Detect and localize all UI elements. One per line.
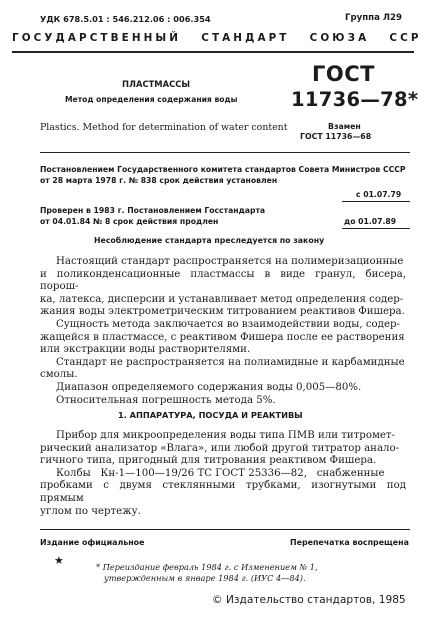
flasks-line-3: углом по чертежу. — [40, 505, 141, 517]
device-line-3: гичного типа, пригодный для титрования реактивом Фишера. — [40, 455, 377, 467]
apparatus-paragraph — [40, 430, 406, 518]
document-title: ПЛАСТМАССЫ — [122, 79, 191, 89]
flasks-line-2: пробками с двумя стеклянными трубками, изогнутыми под прямым — [40, 480, 406, 504]
state-standard-banner: ГОСУДАРСТВЕННЫЙ СТАНДАРТ СОЮЗА ССР — [12, 32, 422, 44]
english-title: Plastics. Method for determination of water content — [40, 122, 288, 133]
header-rule — [12, 51, 414, 53]
device-line-1: Прибор для микроопределения воды типа ПМВ или титромет- — [56, 430, 395, 441]
replaces-value: ГОСТ 11736—68 — [300, 132, 372, 141]
essence-line-1: Сущность метода заключается во взаимодействии воды, содер- — [56, 318, 400, 330]
error-line: Относительная погрешность метода 5%. — [56, 394, 276, 406]
replaces-label: Взамен — [328, 122, 361, 131]
flasks-line-1: Колбы Кн-1—100—19/26 ТС ГОСТ 25336—82, снабженные — [56, 467, 385, 479]
scope-line-3: ка, латекса, дисперсии и устанавливает метод определения содер- — [40, 293, 404, 305]
gost-number: 11736—78* — [291, 88, 419, 111]
footer-rule — [40, 529, 410, 530]
effective-date: с 01.07.79 — [356, 190, 402, 199]
check-line-2: от 04.01.84 № 8 срок действия продлен — [40, 217, 219, 226]
exclusion-line-1: Стандарт не распространяется на полиамидные и карбамидные — [56, 356, 405, 368]
group-code: Группа Л29 — [345, 13, 402, 23]
extended-date: до 01.07.89 — [344, 217, 397, 226]
check-line-1: Проверен в 1983 г. Постановлением Госстандарта — [40, 206, 266, 215]
title-rule — [40, 152, 410, 153]
exclusion-line-2: смолы. — [40, 369, 78, 381]
effective-date-rule — [342, 201, 410, 202]
essence-line-2: жащейся в пластмассе, с реактивом Фишера после ее растворения — [40, 331, 405, 343]
scope-line-1: Настоящий стандарт распространяется на полимеризационные — [56, 256, 404, 267]
official-edition: Издание официальное — [40, 538, 145, 547]
reissue-line-1: * Переиздание февраль 1984 г. с Изменением № 1, — [96, 562, 318, 572]
range-line: Диапазон определяемого содержания воды 0,005—80%. — [56, 381, 362, 393]
device-line-2: рический анализатор «Влага», или любой другой титратор анало- — [40, 442, 400, 454]
section-heading: 1. АППАРАТУРА, ПОСУДА И РЕАКТИВЫ — [118, 410, 303, 420]
reprint-prohibited: Перепечатка воспрещена — [290, 538, 409, 547]
scope-line-4: жания воды электрометрическим титрованием реактивов Фишера. — [40, 306, 405, 318]
udk-code: УДК 678.5.01 : 546.212.06 : 006.354 — [40, 14, 211, 24]
penalty-notice: Несоблюдение стандарта преследуется по закону — [94, 236, 325, 245]
decree-line-1: Постановлением Государственного комитета стандартов Совета Министров СССР — [40, 165, 406, 174]
reissue-line-2: утвержденным в январе 1984 г. (ИУС 4—84). — [104, 573, 306, 583]
scope-paragraph — [40, 256, 406, 407]
copyright-notice: © Издательство стандартов, 1985 — [212, 594, 406, 606]
decree-line-2: от 28 марта 1978 г. № 838 срок действия установлен — [40, 176, 278, 185]
star-icon: ★ — [54, 554, 64, 567]
gost-label: ГОСТ — [312, 62, 375, 86]
extended-date-rule — [342, 228, 410, 229]
essence-line-3: или экстракции воды растворителями. — [40, 344, 251, 356]
scope-line-2: и поликонденсационные пластмассы в виде гранул, бисера, порош- — [40, 268, 406, 293]
document-subtitle: Метод определения содержания воды — [65, 95, 238, 104]
